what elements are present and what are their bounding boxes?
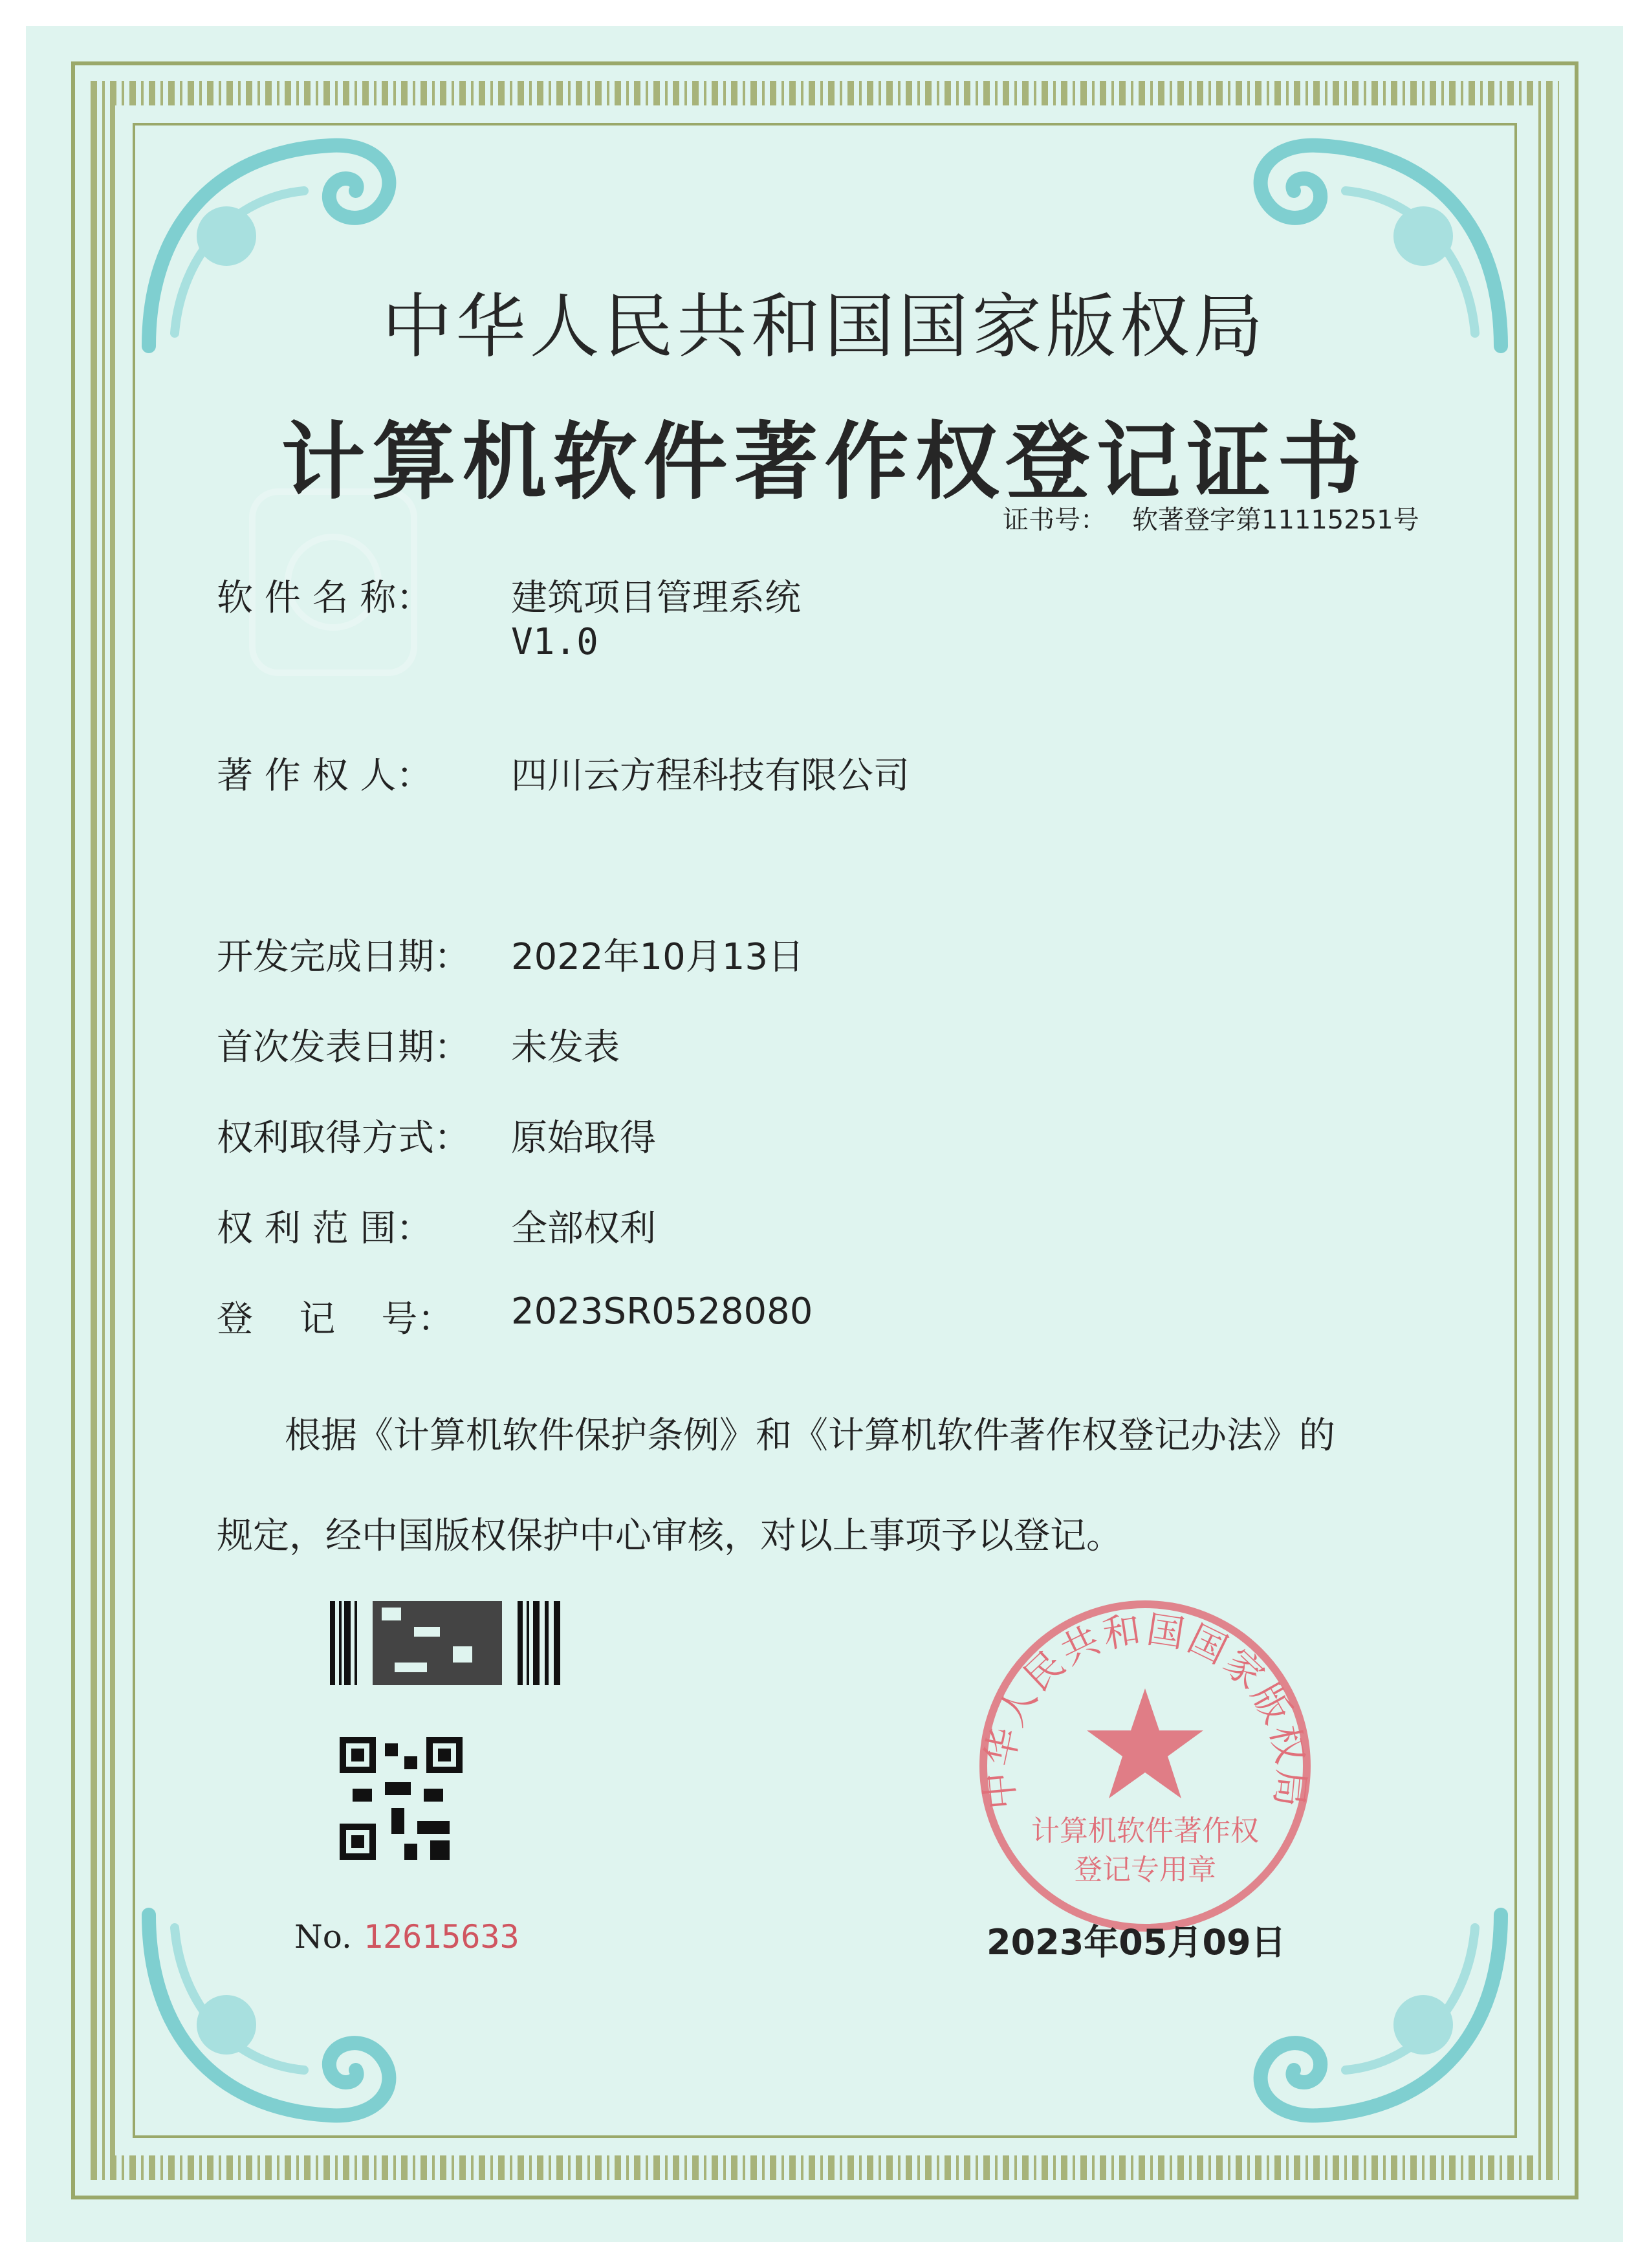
certificate-title: 计算机软件著作权登记证书	[281, 413, 1368, 511]
qr-code	[340, 1737, 463, 1860]
field-version: V1.0	[511, 621, 598, 663]
certificate-number	[1003, 499, 1419, 536]
field-value: 建筑项目管理系统	[511, 577, 801, 619]
field-label: 开发完成日期：	[217, 936, 470, 978]
seal-outer-text: 中华人民共和国国家版权局	[976, 1607, 1314, 1812]
field-label: 软 件 名 称：	[217, 577, 433, 619]
field-value: 2023SR0528080	[511, 1291, 813, 1333]
seal-text	[970, 1591, 1320, 1941]
certificate-number-label: 证书号：	[1003, 505, 1106, 535]
issue-date: 2023年05月09日	[987, 1922, 1286, 1963]
field-value: 2022年10月13日	[511, 936, 805, 978]
field-label: 登 记 号：	[217, 1298, 454, 1340]
field-value: 四川云方程科技有限公司	[511, 755, 910, 797]
issuing-authority: 中华人民共和国国家版权局	[382, 287, 1267, 367]
field-value: 全部权利	[511, 1208, 656, 1250]
serial-prefix: No.	[294, 1918, 352, 1956]
serial-value: 12615633	[363, 1918, 519, 1956]
barcode	[330, 1601, 563, 1685]
serial-number	[294, 1918, 519, 1956]
seal-inner-line-2: 登记专用章	[1074, 1853, 1216, 1886]
svg-text:中华人民共和国国家版权局	[976, 1607, 1314, 1811]
field-value: 未发表	[511, 1027, 620, 1069]
field-label: 权 利 范 围：	[217, 1208, 433, 1250]
statement-line-1: 根据《计算机软件保护条例》和《计算机软件著作权登记办法》的	[285, 1415, 1335, 1457]
field-label: 权利取得方式：	[217, 1117, 470, 1159]
field-label: 首次发表日期：	[217, 1027, 470, 1069]
statement-line-2: 规定，经中国版权保护中心审核，对以上事项予以登记。	[217, 1515, 1122, 1557]
seal-inner-line-1: 计算机软件著作权	[1031, 1815, 1259, 1848]
field-label: 著 作 权 人：	[217, 755, 433, 797]
certificate-number-value: 软著登字第11115251号	[1132, 505, 1419, 535]
field-value: 原始取得	[511, 1117, 656, 1159]
